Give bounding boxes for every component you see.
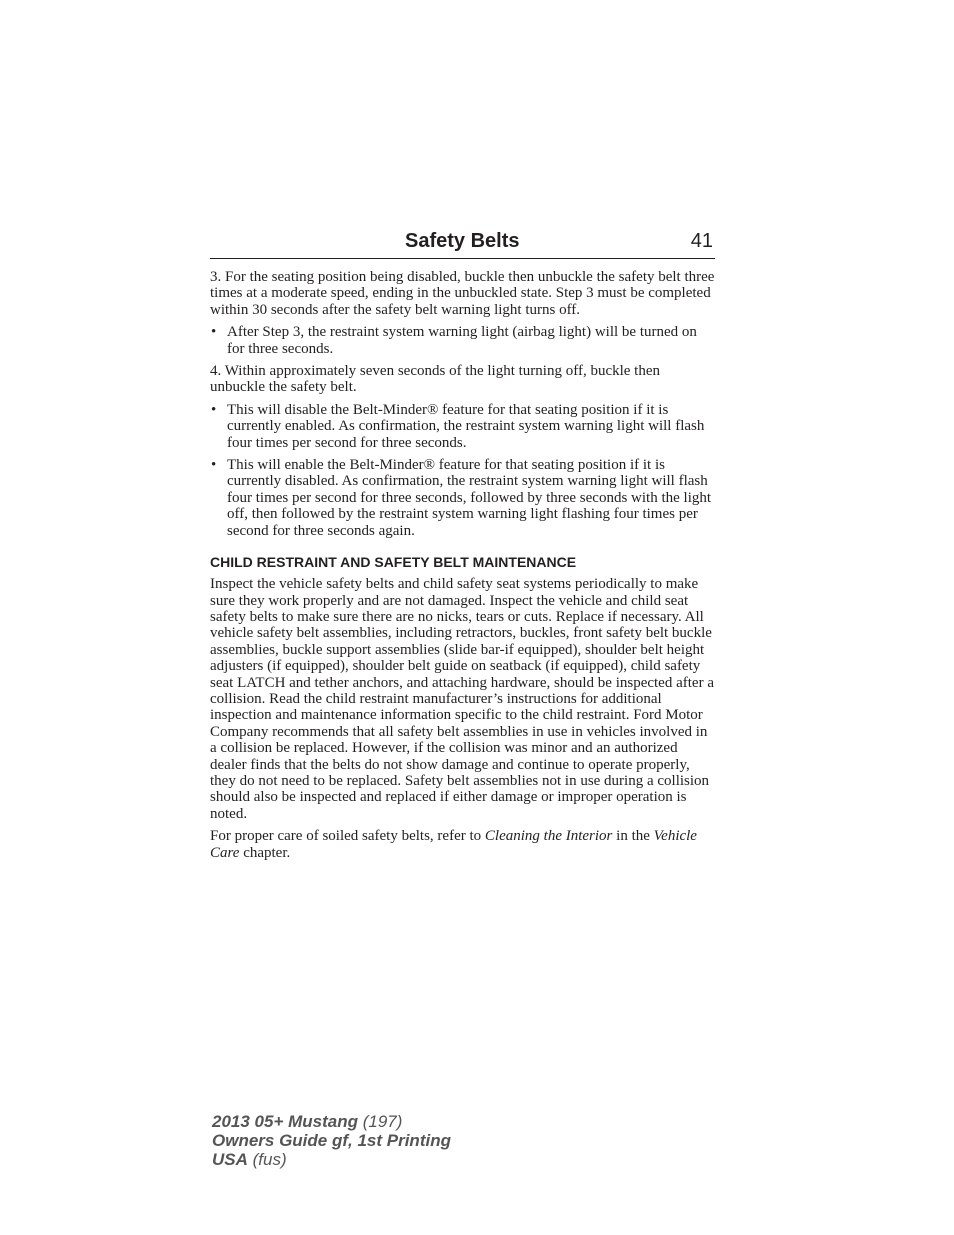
footer-guide: Owners Guide gf, 1st Printing (212, 1131, 451, 1150)
step-3-paragraph: 3. For the seating position being disabled, buckle then unbuckle the safety belt three times at a moderate speed, ending in the unbuckled state. Step 3 must be completed within 30 seconds after the safety belt warning light turns off. (210, 269, 715, 318)
footer-market: USA (212, 1150, 248, 1169)
bullet-item (210, 402, 715, 451)
step-4-paragraph: 4. Within approximately seven seconds of the light turning off, buckle then unbuckle the safety belt. (210, 363, 660, 396)
care-chapter-reference: Vehicle Care (210, 828, 697, 861)
bullet-text: After Step 3, the restraint system warning light (airbag light) will be turned on for three seconds. (227, 324, 697, 357)
section-heading: CHILD RESTRAINT AND SAFETY BELT MAINTENANCE (210, 554, 577, 571)
care-suffix: chapter. (243, 844, 291, 861)
print-footer (212, 1112, 451, 1169)
care-mid: in the (616, 828, 650, 845)
bullet-icon: • (211, 324, 217, 341)
footer-line-2 (212, 1131, 451, 1150)
footer-line-1 (212, 1112, 451, 1131)
page-number: 41 (690, 230, 713, 252)
bullet-icon: • (211, 457, 217, 474)
page-header (210, 230, 715, 259)
bullet-item (210, 324, 715, 357)
bullet-text: This will disable the Belt-Minder® feature for that seating position if it is currently enabled. As confirmation, the restraint system warning light will flash four times per second for three seconds. (227, 401, 705, 451)
footer-model: 2013 05+ Mustang (212, 1112, 358, 1131)
page-title: Safety Belts (405, 230, 520, 252)
maintenance-paragraph: Inspect the vehicle safety belts and child safety seat systems periodically to make sure they work properly and are not damaged. Inspect the vehicle and child seat safety belts to make sure there are no nicks, tears or cuts. Replace if necessary. All vehicle safety belt assemblies, including retractors, buckles, front safety belt buckle assemblies, buckle support assemblies (slide bar-if equipped), shoulder belt height adjusters (if equipped), shoulder belt guide on seatback (if equipped), child safety seat LATCH and tether anchors, and attaching hardware, should be inspected after a collision. Read the child restraint manufacturer’s instructions for additional inspection and maintenance information specific to the child restraint. Ford Motor Company recommends that all safety belt assemblies in use in vehicles involved in a collision be replaced. However, if the collision was minor and an authorized dealer finds that the belts do not show damage and continue to operate properly, they do not need to be replaced. Safety belt assemblies not in use during a collision should also be inspected and replaced if either damage or improper operation is noted. (210, 576, 714, 822)
care-reference-link: Cleaning the Interior (484, 828, 613, 845)
footer-model-code: (197) (362, 1112, 403, 1131)
bullet-item (210, 457, 715, 539)
footer-market-code: (fus) (252, 1150, 287, 1169)
bullet-text: This will enable the Belt-Minder® feature for that seating position if it is currently disabled. As confirmation, the restraint system warning light will flash four times per second for three seconds, followed by three seconds with the light off, then followed by the restraint system warning light flashing four times per second for three seconds again. (227, 457, 712, 539)
footer-line-3 (212, 1150, 451, 1169)
care-paragraph (210, 828, 715, 861)
care-prefix: For proper care of soiled safety belts, refer to (210, 828, 482, 845)
page-body (210, 269, 715, 867)
bullet-icon: • (211, 401, 217, 418)
